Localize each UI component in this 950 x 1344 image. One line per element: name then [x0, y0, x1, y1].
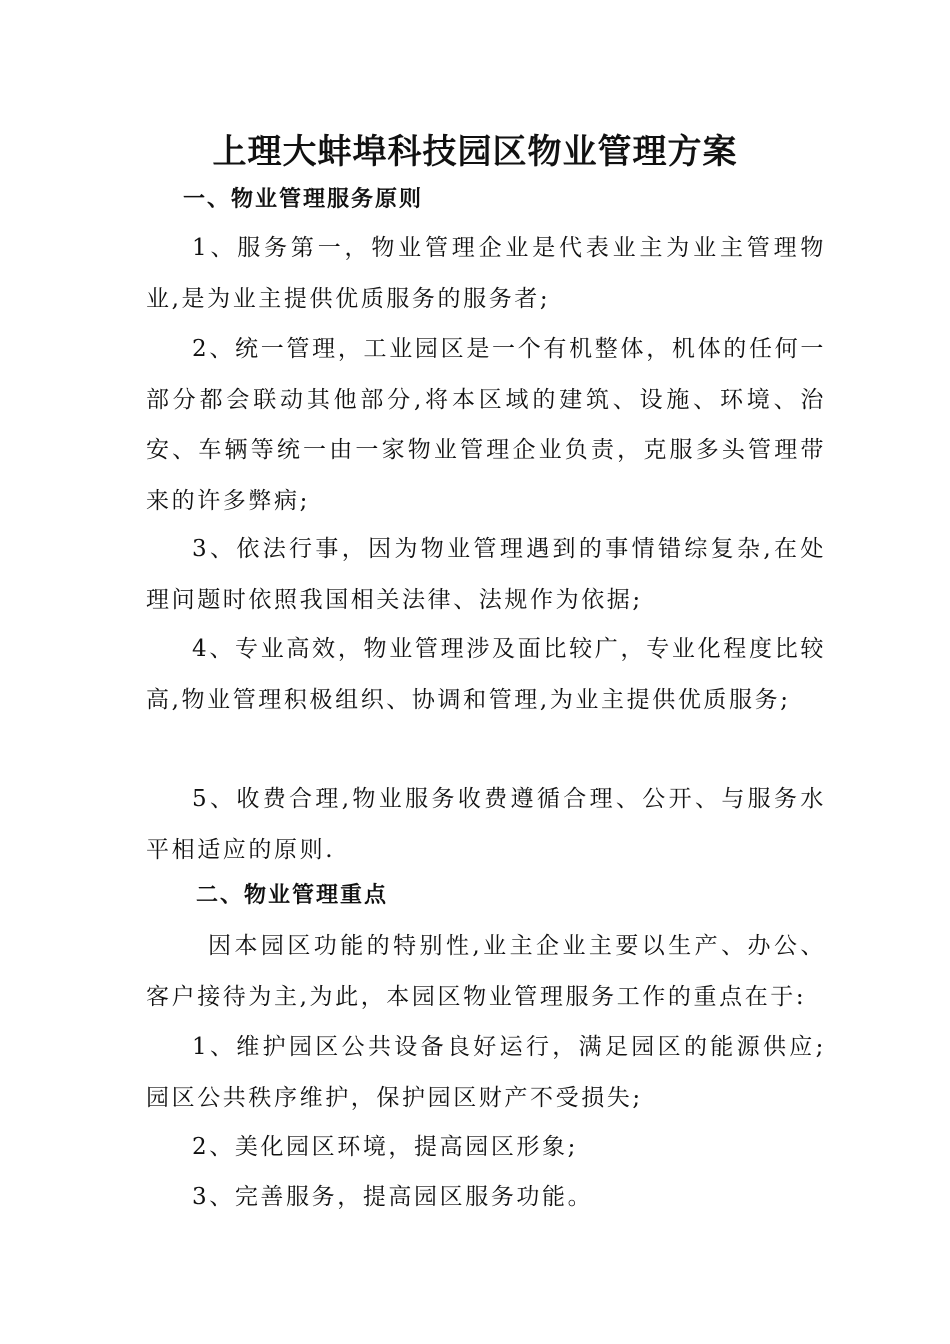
section-1-heading: 一、物业管理服务原则	[183, 187, 424, 212]
section-1-item-2: 2、统一管理，工业园区是一个有机整体，机体的任何一部分都会联动其他部分,将本区域的建筑、设施、环境、治安、车辆等统一由一家物业管理企业负责，克服多头管理带来的许多弊病;	[146, 336, 826, 514]
section-2-item-3: 3、完善服务，提高园区服务功能。	[192, 1184, 594, 1210]
section-1-item-4: 4、专业高效，物业管理涉及面比较广，专业化程度比较高,物业管理积极组织、协调和管理,为业主提供优质服务;	[146, 636, 826, 713]
section-2-item-2: 2、美化园区环境，提高园区形象;	[192, 1134, 578, 1160]
document-title: 上理大蚌埠科技园区物业管理方案	[212, 132, 738, 172]
section-1-item-1: 1、服务第一，物业管理企业是代表业主为业主管理物业,是为业主提供优质服务的服务者;	[146, 235, 826, 312]
section-2-heading: 二、物业管理重点	[196, 883, 389, 908]
section-1-item-3: 3、依法行事，因为物业管理遇到的事情错综复杂,在处理问题时依照我国相关法律、法规作为依据;	[146, 536, 826, 613]
section-2-item-1: 1、维护园区公共设备良好运行，满足园区的能源供应;园区公共秩序维护，保护园区财产不受损失;	[146, 1034, 826, 1111]
section-2-intro: 因本园区功能的特别性,业主企业主要以生产、办公、客户接待为主,为此，本园区物业管理服务工作的重点在于:	[146, 933, 826, 1010]
section-1-item-5: 5、收费合理,物业服务收费遵循合理、公开、与服务水平相适应的原则.	[146, 786, 826, 863]
